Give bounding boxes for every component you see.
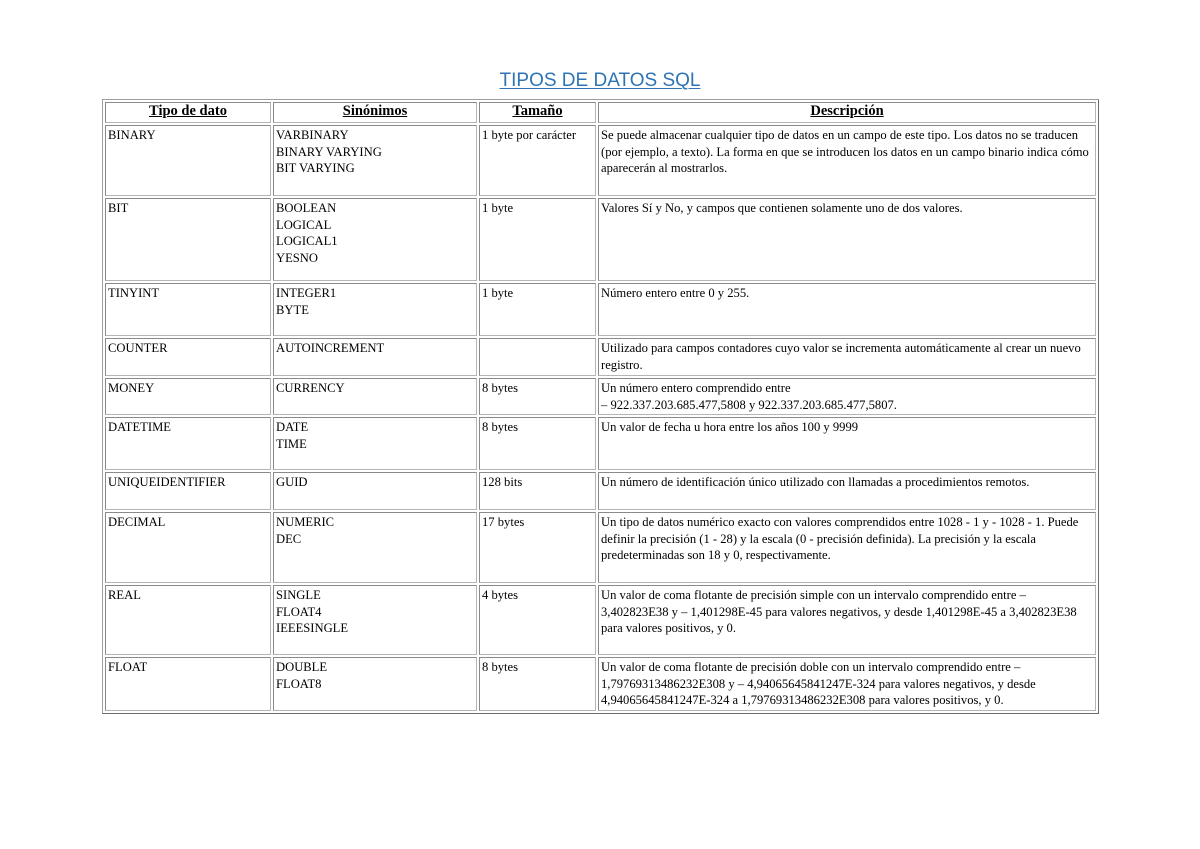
cell-tamano: 4 bytes (479, 585, 596, 655)
table-row (105, 125, 1096, 196)
synonym: BOOLEAN (276, 201, 337, 215)
cell-tipo: TINYINT (105, 283, 271, 336)
cell-sinonimos (273, 585, 477, 655)
cell-descripcion: Un valor de fecha u hora entre los años 100 y 9999 (598, 417, 1096, 470)
synonym: YESNO (276, 250, 318, 265)
description-line: – 922.337.203.685.477,5808 y 922.337.203.685.477,5807. (601, 397, 897, 412)
cell-tamano: 128 bits (479, 472, 596, 510)
header-tamano: Tamaño (479, 102, 596, 123)
table-row (105, 585, 1096, 655)
table-row (105, 472, 1096, 510)
cell-tipo: MONEY (105, 378, 271, 415)
table-row (105, 512, 1096, 583)
cell-tipo: DATETIME (105, 417, 271, 470)
synonym: DEC (276, 531, 302, 546)
table-row (105, 338, 1096, 376)
cell-tamano: 8 bytes (479, 378, 596, 415)
synonym: IEEESINGLE (276, 621, 349, 635)
cell-tamano: 8 bytes (479, 417, 596, 470)
synonym: BINARY VARYING (276, 144, 382, 159)
cell-descripcion: Número entero entre 0 y 255. (598, 283, 1096, 336)
sql-data-types-table (102, 99, 1099, 714)
cell-tipo: REAL (105, 585, 271, 655)
synonym: DOUBLE (276, 660, 328, 674)
cell-descripcion: Valores Sí y No, y campos que contienen solamente uno de dos valores. (598, 198, 1096, 281)
cell-descripcion: Utilizado para campos contadores cuyo valor se incrementa automáticamente al crear un nuevo registro. (598, 338, 1096, 376)
synonym: VARBINARY (276, 128, 349, 142)
table-header-row (105, 102, 1096, 123)
document-title: TIPOS DE DATOS SQL (499, 70, 701, 91)
cell-tamano: 8 bytes (479, 657, 596, 711)
cell-sinonimos (273, 338, 477, 376)
synonym: NUMERIC (276, 515, 335, 529)
synonym: CURRENCY (276, 381, 345, 395)
synonym: BYTE (276, 302, 309, 317)
cell-tipo: BIT (105, 198, 271, 281)
table-row (105, 378, 1096, 415)
synonym: INTEGER1 (276, 286, 337, 300)
synonym: DATE (276, 420, 309, 434)
cell-descripcion: Un número de identificación único utilizado con llamadas a procedimientos remotos. (598, 472, 1096, 510)
synonym: FLOAT8 (276, 676, 322, 691)
synonym: BIT VARYING (276, 161, 355, 175)
cell-sinonimos (273, 657, 477, 711)
synonym: LOGICAL1 (276, 234, 338, 248)
header-sinonimos: Sinónimos (273, 102, 477, 123)
cell-tipo: FLOAT (105, 657, 271, 711)
cell-sinonimos (273, 198, 477, 281)
cell-descripcion: Un valor de coma flotante de precisión doble con un intervalo comprendido entre – 1,79769313486232E308 y – 4,94065645841247E-324 para valores negativos, y desde 4,94065645841247E-324 a 1,79769313486232E308 para valores positivos, y 0. (598, 657, 1096, 711)
cell-sinonimos (273, 378, 477, 415)
cell-sinonimos (273, 125, 477, 196)
cell-tamano: 1 byte (479, 283, 596, 336)
cell-tamano: 1 byte (479, 198, 596, 281)
cell-tipo: UNIQUEIDENTIFIER (105, 472, 271, 510)
cell-sinonimos (273, 417, 477, 470)
synonym: AUTOINCREMENT (276, 341, 385, 355)
cell-descripcion: Un valor de coma flotante de precisión simple con un intervalo comprendido entre – 3,402823E38 y – 1,401298E-45 para valores negativos, y desde 1,401298E-45 a 3,402823E38 para valores positivos, y 0. (598, 585, 1096, 655)
cell-tamano (479, 338, 596, 376)
cell-descripcion: Se puede almacenar cualquier tipo de datos en un campo de este tipo. Los datos no se traducen (por ejemplo, a texto). La forma en que se introducen los datos en un campo binario indica cómo aparecerán al mostrarlos. (598, 125, 1096, 196)
cell-tipo: DECIMAL (105, 512, 271, 583)
cell-tipo: COUNTER (105, 338, 271, 376)
synonym: FLOAT4 (276, 604, 322, 619)
header-descripcion: Descripción (598, 102, 1096, 123)
cell-descripcion: Un tipo de datos numérico exacto con valores comprendidos entre 1028 - 1 y - 1028 - 1. Puede definir la precisión (1 - 28) y la escala (0 - precisión definida). La precisión y la escala predeterminadas son 18 y 0, respectivamente. (598, 512, 1096, 583)
synonym: TIME (276, 436, 307, 451)
cell-tipo: BINARY (105, 125, 271, 196)
table-row (105, 198, 1096, 281)
synonym: SINGLE (276, 588, 321, 602)
synonym: LOGICAL (276, 217, 332, 232)
cell-tamano: 17 bytes (479, 512, 596, 583)
description-line: Un número entero comprendido entre (601, 381, 791, 395)
table-row (105, 283, 1096, 336)
table-row (105, 417, 1096, 470)
table-row (105, 657, 1096, 711)
cell-descripcion (598, 378, 1096, 415)
cell-sinonimos (273, 283, 477, 336)
cell-tamano: 1 byte por carácter (479, 125, 596, 196)
cell-sinonimos (273, 512, 477, 583)
cell-sinonimos (273, 472, 477, 510)
header-tipo: Tipo de dato (105, 102, 271, 123)
synonym: GUID (276, 475, 308, 489)
